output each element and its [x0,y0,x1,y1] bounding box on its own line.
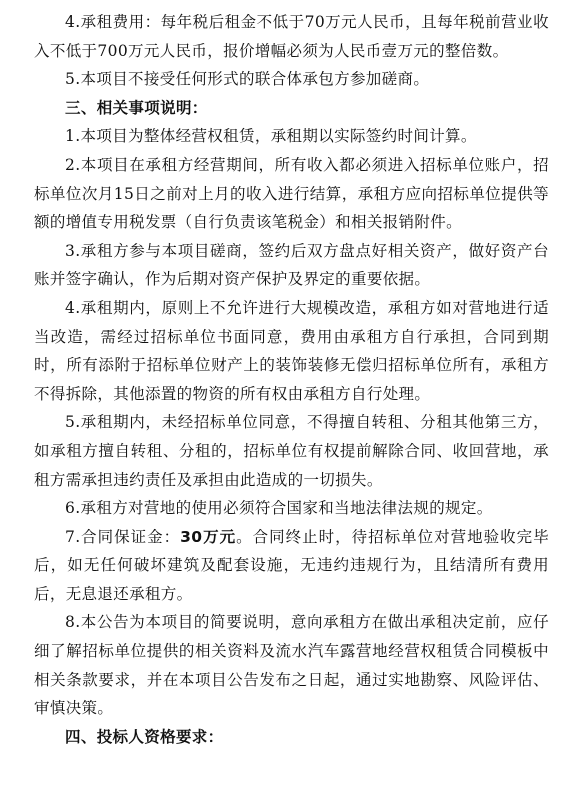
item-1: 1.本项目为整体经营权租赁，承租期以实际签约时间计算。 [65,127,477,146]
item-8: 8.本公告为本项目的简要说明，意向承租方在做出承租决定前，应仔细了解招标单位提供的相关资料及流水汽车露营地经营权租赁合同模板中相关条款要求，并在本项目公告发布之日起，通过实地勘察、风险评估、审慎决策。 [34,613,549,718]
paragraph-rental-fee: 4.承租费用：每年税后租金不低于70万元人民币，且每年税前营业收入不低于700万元人民币，报价增幅必须为人民币壹万元的整倍数。 [34,13,549,60]
item-4: 4.承租期内，原则上不允许进行大规模改造，承租方如对营地进行适当改造，需经过招标单位书面同意，费用由承租方自行承担，合同到期时，所有添附于招标单位财产上的装饰装修无偿归招标单位所有，承租方不得拆除，其他添置的物资的所有权由承租方自行处理。 [34,298,549,403]
section-heading-bidder-qualifications: 四、投标人资格要求： [65,727,224,746]
item-6: 6.承租方对营地的使用必须符合国家和当地法律法规的规定。 [65,499,493,518]
item-3: 3.承租方参与本项目磋商，签约后双方盘点好相关资产，做好资产台账并签字确认，作为后期对资产保护及界定的重要依据。 [34,241,549,289]
paragraph-no-consortium: 5.本项目不接受任何形式的联合体承包方参加磋商。 [65,70,430,89]
item-2: 2.本项目在承租方经营期间，所有收入都必须进入招标单位账户，招标单位次月15日之前对上月的收入进行结算，承租方应向招标单位提供等额的增值专用税发票（自行负责该笔税金）和相关报销附件。 [34,155,549,232]
item-7-deposit [34,523,549,609]
deposit-amount: 30万元 [180,527,237,546]
section-heading-related-matters: 三、相关事项说明： [65,98,208,117]
item-7-prefix: 7.合同保证金： [65,527,181,546]
item-7-suffix: 。合同终止时，待招标单位对营地验收完毕后，如无任何破坏建筑及配套设施，无违约违规行为，且结清所有费用后，无息退还承租方。 [34,527,549,603]
item-5: 5.承租期内，未经招标单位同意，不得擅自转租、分租其他第三方，如承租方擅自转租、分租的，招标单位有权提前解除合同、收回营地，承租方需承担违约责任及承担由此造成的一切损失。 [34,413,549,489]
